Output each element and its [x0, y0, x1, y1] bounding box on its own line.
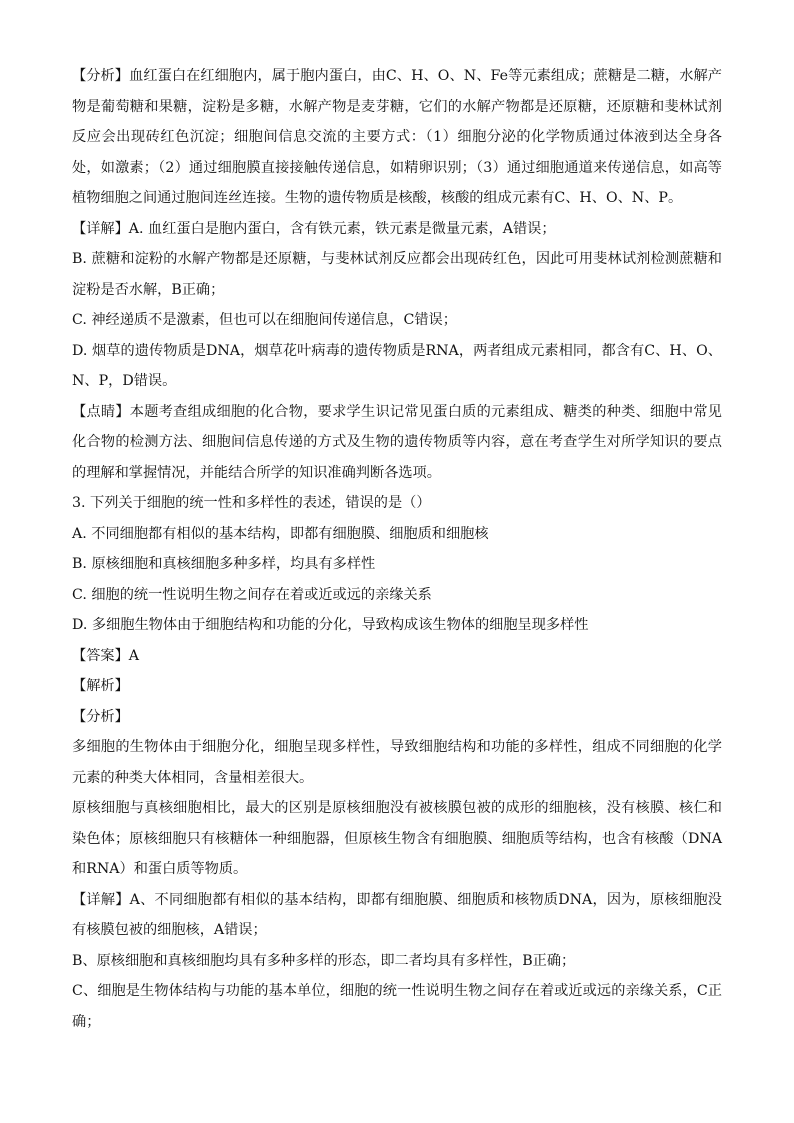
- detail-option-a-q2: 【详解】A. 血红蛋白是胞内蛋白，含有铁元素，铁元素是微量元素，A错误；: [72, 220, 556, 237]
- analysis-paragraph-2-q3: 原核细胞与真核细胞相比，最大的区别是原核细胞没有被核膜包被的成形的细胞核，没有核膜、核仁和染色体；原核细胞只有核糖体一种细胞器，但原核生物含有细胞膜、细胞质等结构，也含有核酸（DNA和RNA）和蛋白质等物质。: [72, 800, 722, 877]
- analysis-label: 【分析】: [72, 708, 129, 725]
- question-3-option-a: A. 不同细胞都有相似的基本结构，即都有细胞膜、细胞质和细胞核: [72, 525, 489, 542]
- document-body: [72, 61, 722, 1037]
- detail-option-a-q3: 【详解】A、不同细胞都有相似的基本结构，即都有细胞膜、细胞质和核物质DNA，因为，原核细胞没有核膜包被的细胞核，A错误；: [72, 891, 722, 938]
- detail-option-b-q3: B、原核细胞和真核细胞均具有多种多样的形态，即二者均具有多样性，B正确；: [72, 952, 576, 969]
- detail-option-c-q2: C. 神经递质不是激素，但也可以在细胞间传递信息，C错误；: [72, 312, 457, 328]
- question-3-option-b: B. 原核细胞和真核细胞多种多样，均具有多样性: [72, 556, 376, 572]
- analysis-paragraph-1-q3: 多细胞的生物体由于细胞分化，细胞呈现多样性，导致细胞结构和功能的多样性，组成不同细胞的化学元素的种类大体相同，含量相差很大。: [72, 739, 722, 786]
- detail-option-b-q2: B. 蔗糖和淀粉的水解产物都是还原糖，与斐林试剂反应都会出现砖红色，因此可用斐林试剂检测蔗糖和淀粉是否水解，B正确；: [72, 251, 722, 298]
- detail-option-c-q3: C、细胞是生物体结构与功能的基本单位，细胞的统一性说明生物之间存在着或近或远的亲缘关系，C正确；: [72, 983, 722, 1030]
- detail-option-d-q2: D. 烟草的遗传物质是DNA，烟草花叶病毒的遗传物质是RNA，两者组成元素相同，都含有C、H、O、N、P，D错误。: [72, 342, 722, 389]
- explanation-label: 【解析】: [72, 678, 129, 694]
- analysis-paragraph-q2: 【分析】血红蛋白在红细胞内，属于胞内蛋白，由C、H、O、N、Fe等元素组成；蔗糖是二糖，水解产物是葡萄糖和果糖，淀粉是多糖，水解产物是麦芽糖，它们的水解产物都是还原糖，还原糖和斐林试剂反应会出现砖红色沉淀；细胞间信息交流的主要方式：（1）细胞分泌的化学物质通过体液到达全身各处，如激素；（2）通过细胞膜直接接触传递信息，如精卵识别；（3）通过细胞通道来传递信息，如高等植物细胞之间通过胞间连丝连接。生物的遗传物质是核酸，核酸的组成元素有C、H、O、N、P。: [72, 68, 722, 206]
- question-3-option-d: D. 多细胞生物体由于细胞结构和功能的分化，导致构成该生物体的细胞呈现多样性: [72, 617, 589, 633]
- answer-label: 【答案】A: [72, 647, 139, 664]
- question-3-option-c: C. 细胞的统一性说明生物之间存在着或近或远的亲缘关系: [72, 586, 432, 603]
- question-3-stem: 3. 下列关于细胞的统一性和多样性的表述，错误的是（）: [72, 495, 431, 511]
- comment-paragraph-q2: 【点睛】本题考查组成细胞的化合物，要求学生识记常见蛋白质的元素组成、糖类的种类、细胞中常见化合物的检测方法、细胞间信息传递的方式及生物的遗传物质等内容，意在考查学生对所学知识的要点的理解和掌握情况，并能结合所学的知识准确判断各选项。: [72, 403, 722, 481]
